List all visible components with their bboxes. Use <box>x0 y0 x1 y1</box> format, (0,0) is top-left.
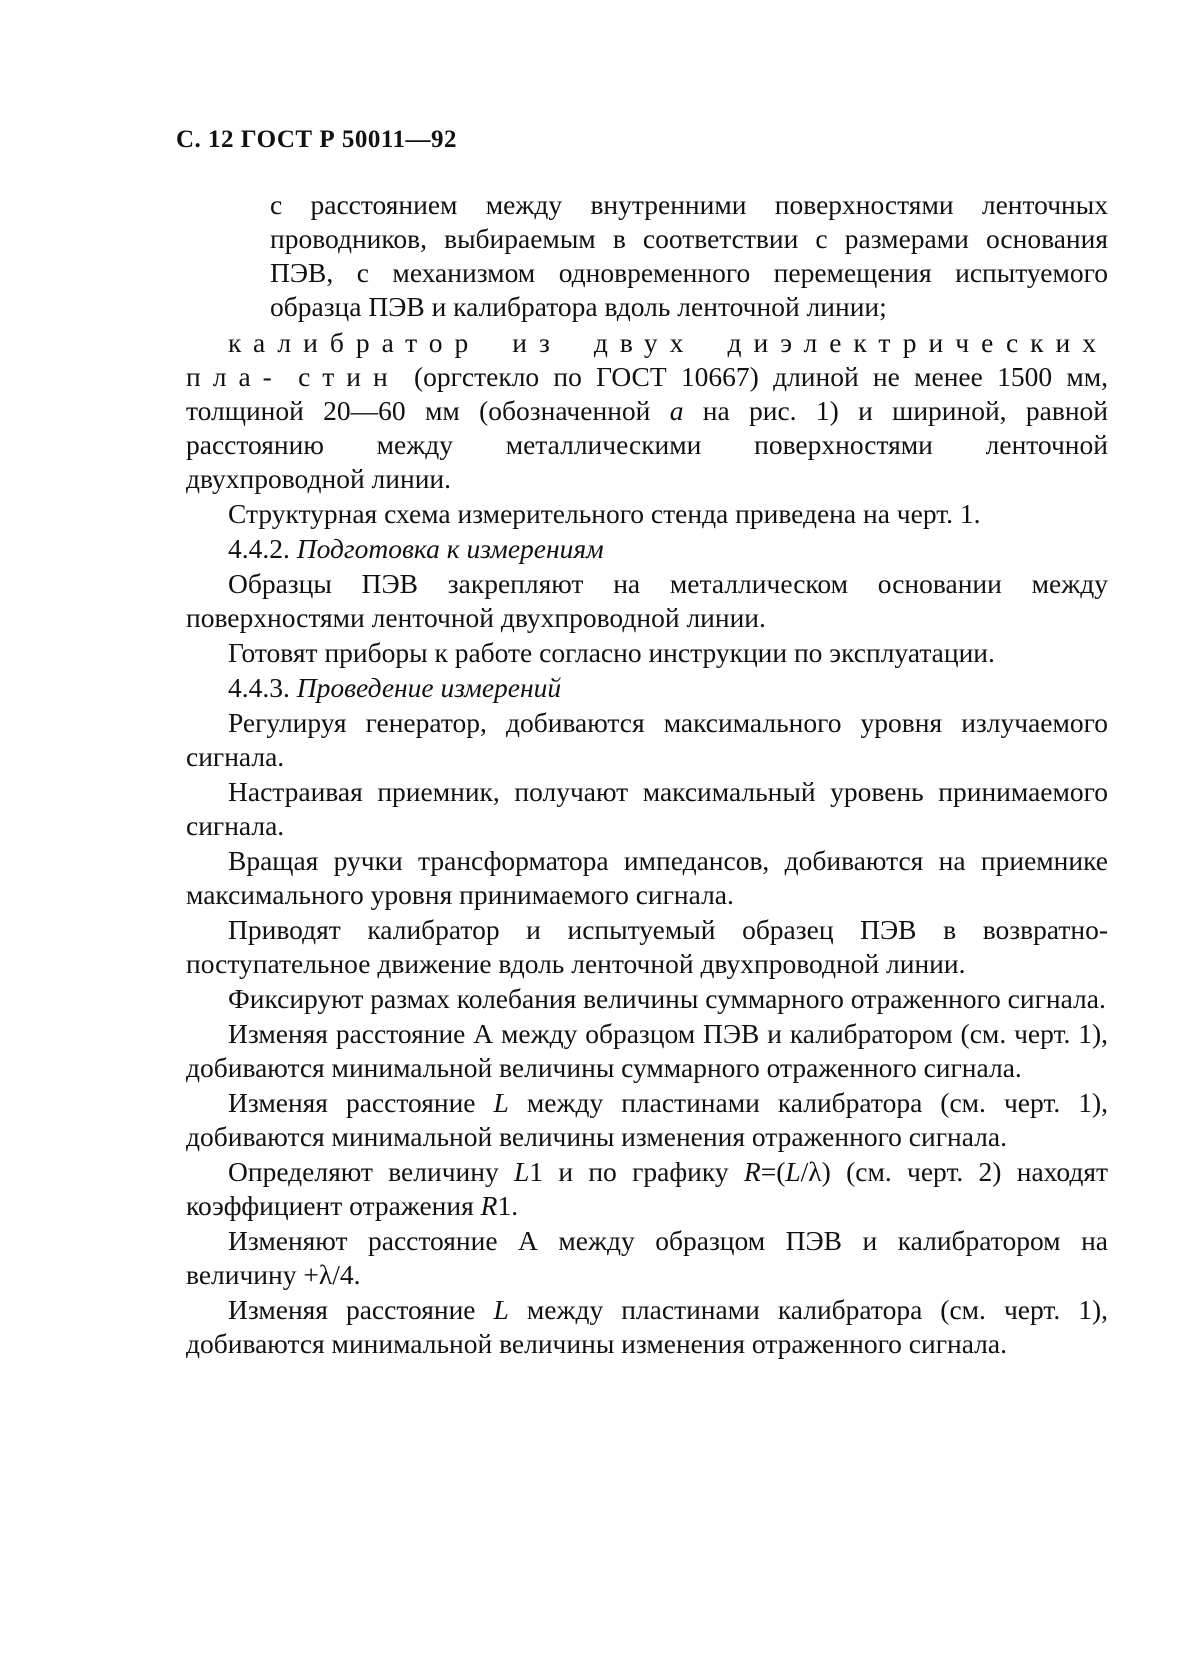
calibrator-paragraph: калибратор из двух диэлектрических пла- стин (оргстекло по ГОСТ 10667) длиной не менее 1500 мм, толщиной 20—60 мм (обозначенной а на рис. 1) и шириной, равной расстоянию между металлическими поверхностями ленточной двухпроводной линии. <box>186 327 1109 494</box>
measure-paragraph-10: Изменяя расстояние L между пластинами калибратора (см. черт. 1), добиваются минимальной величины изменения отраженного сигнала. <box>186 1294 1108 1359</box>
section-4-4-2-heading: 4.4.2. Подготовка к измерениям <box>228 533 604 564</box>
measure-paragraph-6: Изменяя расстояние А между образцом ПЭВ и калибратором (см. черт. 1), добиваются минимальной величины суммарного отраженного сигнала. <box>186 1018 1108 1083</box>
measure-paragraph-8: Определяют величину L1 и по графику R=(L/λ) (см. черт. 2) находят коэффициент отражения R1. <box>186 1156 1108 1221</box>
calibrator-term: калибратор из двух диэлектрических пла- <box>186 327 1108 392</box>
page-header: С. 12 ГОСТ Р 50011—92 <box>176 126 457 153</box>
prep-paragraph-2: Готовят приборы к работе согласно инструкции по эксплуатации. <box>228 637 995 668</box>
measure-paragraph-5: Фиксируют размах колебания величины суммарного отраженного сигнала. <box>228 983 1106 1014</box>
calibrator-term-end: стин <box>298 361 400 392</box>
structure-paragraph: Структурная схема измерительного стенда приведена на черт. 1. <box>228 498 981 529</box>
measure-paragraph-4: Приводят калибратор и испытуемый образец ПЭВ в возвратно-поступательное движение вдоль ленточной двухпроводной линии. <box>186 914 1108 979</box>
measure-paragraph-7: Изменяя расстояние L между пластинами калибратора (см. черт. 1), добиваются минимальной величины изменения отраженного сигнала. <box>186 1087 1108 1152</box>
measure-paragraph-2: Настраивая приемник, получают максимальный уровень принимаемого сигнала. <box>186 776 1108 841</box>
measure-paragraph-1: Регулируя генератор, добиваются максимального уровня излучаемого сигнала. <box>186 707 1108 772</box>
measure-paragraph-3: Вращая ручки трансформатора импедансов, добиваются на приемнике максимального уровня принимаемого сигнала. <box>186 845 1108 910</box>
measure-paragraph-9: Изменяют расстояние А между образцом ПЭВ и калибратором на величину +λ/4. <box>186 1225 1108 1290</box>
equipment-description: с расстоянием между внутренними поверхностями ленточных проводников, выбираемым в соответствии с размерами основания ПЭВ, с механизмом одновременного перемещения испытуемого образца ПЭВ и калибратора вдоль ленточной линии; <box>270 189 1108 322</box>
prep-paragraph-1: Образцы ПЭВ закрепляют на металлическом основании между поверхностями ленточной двухпроводной линии. <box>186 568 1108 633</box>
document-body <box>186 188 1108 1361</box>
section-4-4-3-heading: 4.4.3. Проведение измерений <box>228 672 562 703</box>
